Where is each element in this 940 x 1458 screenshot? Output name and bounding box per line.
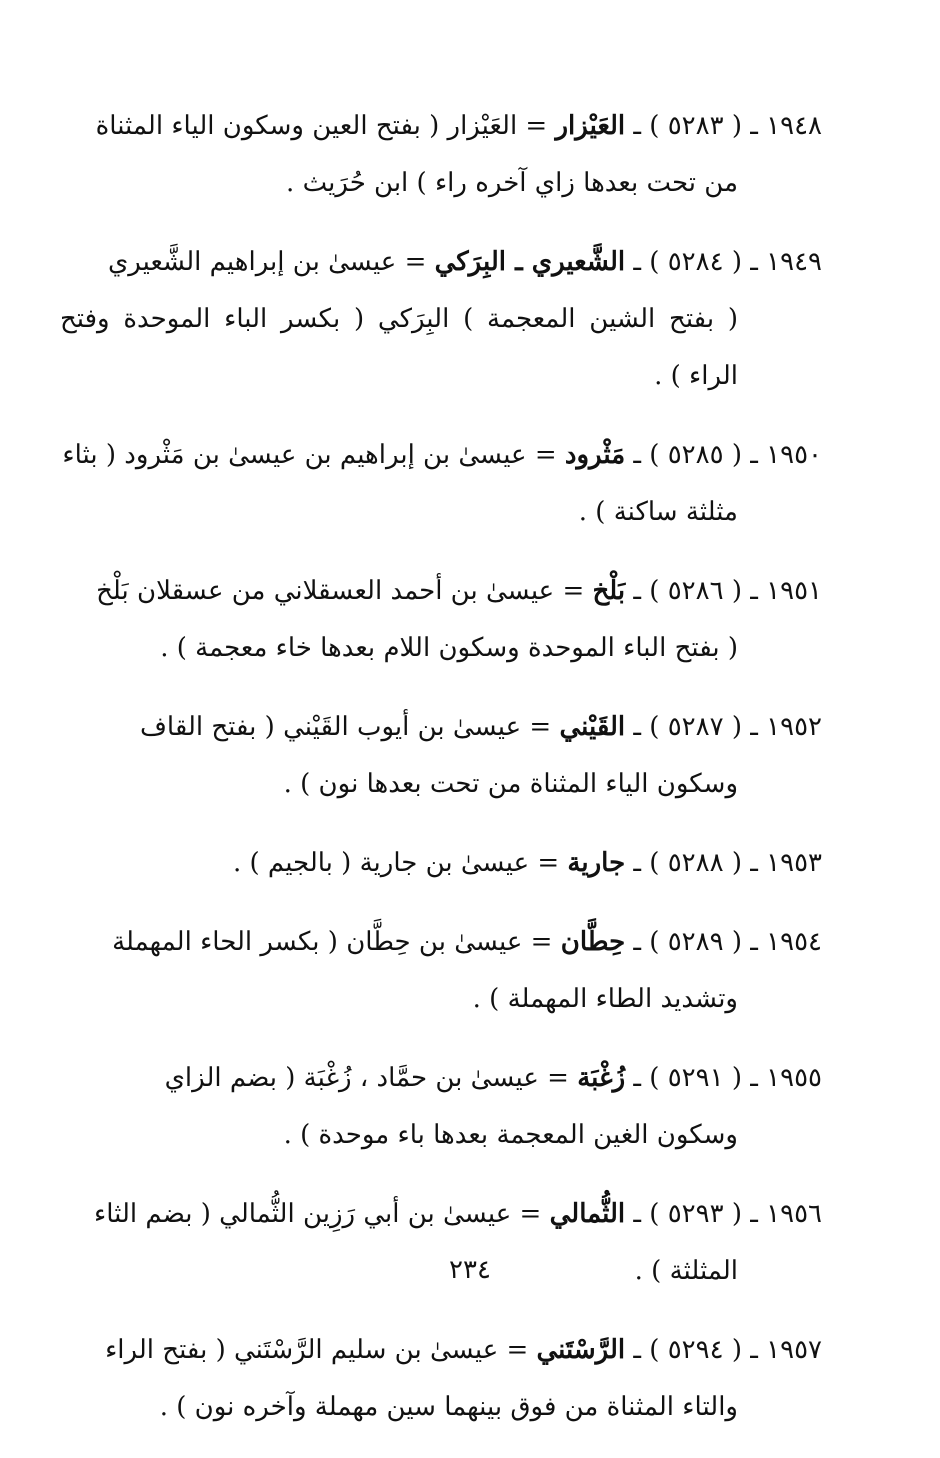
- entry-reference: ـ ( ٥٢٨٧ ) ـ: [625, 712, 767, 742]
- entry-text: = العَيْزار ( بفتح العين وسكون الياء المثناة: [95, 111, 556, 141]
- entry-number: ١٩٥٧: [766, 1335, 822, 1365]
- entry-reference: ـ ( ٥٢٨٩ ) ـ: [625, 927, 767, 957]
- entry-number: ١٩٥٤: [766, 927, 822, 957]
- entry-reference: ـ ( ٥٢٨٥ ) ـ: [625, 440, 767, 470]
- entry-text: = عيسىٰ بن أحمد العسقلاني من عسقلان بَلْخ: [96, 576, 593, 606]
- entry-text: = عيسىٰ بن أيوب القَيْني ( بفتح القاف: [139, 712, 560, 742]
- entry-headword: الشَّعيري ـ البِرَكي: [434, 247, 626, 277]
- entry-continuation: وتشديد الطاء المهملة ) .: [472, 984, 738, 1014]
- entry-headword: الثُّمالي: [549, 1199, 626, 1229]
- entry-reference: ـ ( ٥٢٨٦ ) ـ: [625, 576, 767, 606]
- entry-continuation: والتاء المثناة من فوق بينهما سين مهملة وآخره نون ) .: [159, 1392, 738, 1422]
- entry-continuation: من تحت بعدها زاي آخره راء ) ابن حُرَيث .: [286, 168, 738, 198]
- entry-headword: حِطَّان: [560, 927, 626, 957]
- entry-1957: [60, 1322, 822, 1436]
- entry-1950: [60, 427, 822, 541]
- entry-number: ١٩٤٨: [766, 111, 822, 141]
- page-number: ٢٣٤: [449, 1255, 491, 1285]
- entry-headword: الرَّسْتَني: [536, 1335, 626, 1365]
- entry-headword: مَثْرود: [564, 440, 626, 470]
- entry-text: = عيسىٰ بن حِطَّان ( بكسر الحاء المهملة: [112, 927, 561, 957]
- entry-text: = عيسىٰ بن حمَّاد ، زُغْبَة ( بضم الزاي: [164, 1063, 578, 1093]
- entry-headword: جارية: [567, 848, 626, 878]
- entry-number: ١٩٤٩: [766, 247, 822, 277]
- entry-1948: [60, 98, 822, 212]
- entry-number: ١٩٥١: [766, 576, 822, 606]
- entry-continuation: المثلثة ) .: [634, 1256, 738, 1286]
- entry-text: = عيسىٰ بن إبراهيم بن عيسىٰ بن مَثْرود ( بثاء: [62, 440, 565, 470]
- entry-reference: ـ ( ٥٢٨٤ ) ـ: [625, 247, 767, 277]
- entry-reference: ـ ( ٥٢٩٤ ) ـ: [625, 1335, 767, 1365]
- entry-number: ١٩٥٢: [766, 712, 822, 742]
- entry-continuation: وسكون الياء المثناة من تحت بعدها نون ) .: [283, 769, 738, 799]
- entry-1953: [60, 835, 822, 892]
- entry-number: ١٩٥٥: [766, 1063, 822, 1093]
- page-body: [60, 98, 822, 1458]
- entry-text: = عيسىٰ بن أبي رَزِين الثُّمالي ( بضم الثاء: [94, 1199, 550, 1229]
- entry-continuation: ( بفتح الشين المعجمة ) البِرَكي ( بكسر الباء الموحدة وفتح الراء ) .: [60, 304, 738, 391]
- entry-continuation: وسكون الغين المعجمة بعدها باء موحدة ) .: [283, 1120, 738, 1150]
- entry-1954: [60, 914, 822, 1028]
- entry-headword: القَيْني: [559, 712, 626, 742]
- entry-1952: [60, 699, 822, 813]
- entry-continuation: ( بفتح الباء الموحدة وسكون اللام بعدها خاء معجمة ) .: [160, 633, 738, 663]
- entry-headword: بَلْخ: [592, 576, 626, 606]
- entry-continuation: مثلثة ساكنة ) .: [578, 497, 738, 527]
- entry-reference: ـ ( ٥٢٩١ ) ـ: [625, 1063, 767, 1093]
- entry-number: ١٩٥٠: [766, 440, 822, 470]
- entry-1951: [60, 563, 822, 677]
- entry-1949: [60, 234, 822, 405]
- entry-number: ١٩٥٦: [766, 1199, 822, 1229]
- entry-1955: [60, 1050, 822, 1164]
- entry-text: = عيسىٰ بن جارية ( بالجيم ) .: [232, 848, 568, 878]
- entry-headword: زُغْبَة: [577, 1063, 626, 1093]
- entry-reference: ـ ( ٥٢٩٣ ) ـ: [625, 1199, 767, 1229]
- entry-reference: ـ ( ٥٢٨٣ ) ـ: [625, 111, 767, 141]
- entry-reference: ـ ( ٥٢٨٨ ) ـ: [625, 848, 767, 878]
- entry-number: ١٩٥٣: [766, 848, 822, 878]
- entry-headword: العَيْزار: [555, 111, 626, 141]
- entry-text: = عيسىٰ بن سليم الرَّسْتَني ( بفتح الراء: [105, 1335, 537, 1365]
- entry-text: = عيسىٰ بن إبراهيم الشَّعيري: [107, 247, 435, 277]
